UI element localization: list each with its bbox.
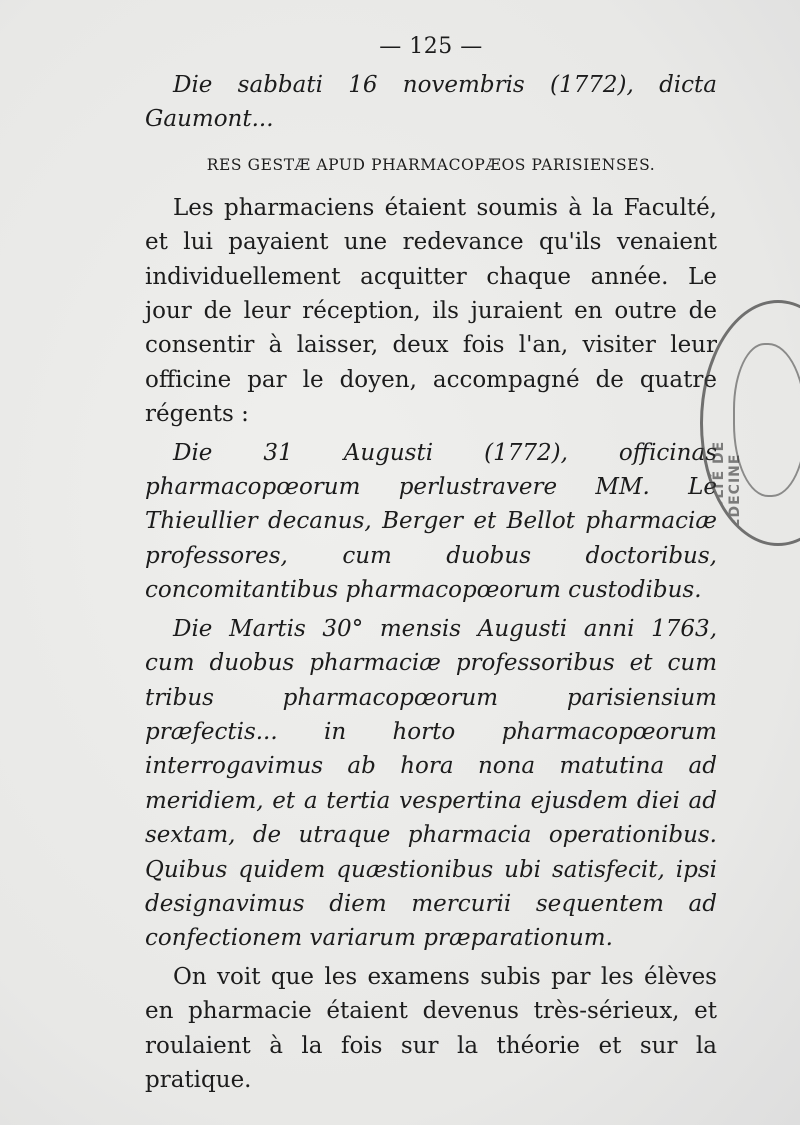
section-heading: RES GESTÆ APUD PHARMACOPÆOS PARISIENSES. bbox=[206, 155, 656, 174]
intro-line: Die sabbati 16 novembris (1772), dicta Gaumont... bbox=[145, 72, 717, 133]
page-number: — 125 — bbox=[379, 34, 483, 59]
page-content bbox=[145, 32, 717, 1097]
paragraph-2: On voit que les examens subis par les élèves en pharmacie étaient devenus très-sérieux, et roulaient à la fois sur la théorie et sur la pratique. bbox=[145, 963, 717, 1093]
paragraph-1: Les pharmaciens étaient soumis à la Faculté, et lui payaient une redevance qu'ils venaient individuellement acquitter chaque année. Le jour de leur réception, ils juraient en outre de consentir à laisser, deux fois l'an, visiter leur officine par le doyen, accompagné de quatre régents : bbox=[145, 194, 717, 428]
latin-quote-1: Die 31 Augusti (1772), officinas pharmacopœorum perlustravere MM. Le Thieullier decanus, Berger et Bellot pharmaciæ professores, cum duobus doctoribus, concomitantibus pharmacopœorum custodibus. bbox=[145, 439, 717, 604]
stamp-text: FACULTÉ DE MÉDECINE bbox=[711, 440, 743, 543]
stamp-portrait-icon bbox=[733, 343, 800, 497]
latin-quote-2: Die Martis 30° mensis Augusti anni 1763, cum duobus pharmaciæ professoribus et cum tribus pharmacopœorum parisiensium præfectis... in horto pharmacopœorum interrogavimus ab hora nona matutina ad meridiem, et a tertia vespertina ejusdem diei ad sextam, de utraque pharmacia operationibus. Quibus quidem quæstionibus ubi satisfecit, ipsi designavimus diem mercurii sequentem ad confectionem variarum præparationum. bbox=[145, 615, 717, 952]
